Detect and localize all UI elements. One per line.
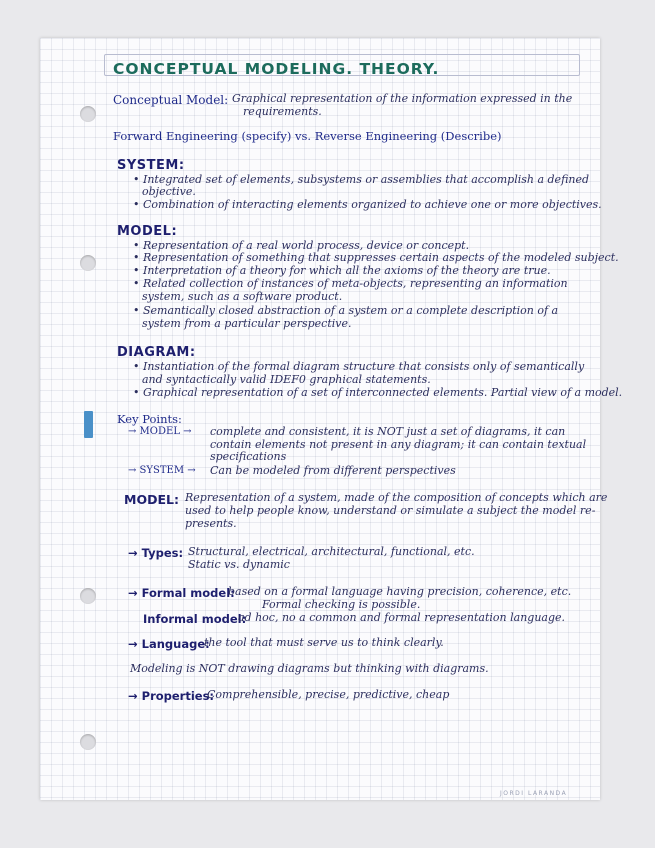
types-line: Static vs. dynamic: [188, 558, 290, 571]
model-def-label: MODEL:: [124, 492, 179, 507]
model-def-line: used to help people know, understand or simulate a subject the model re-: [185, 504, 596, 517]
page-title: CONCEPTUAL MODELING. THEORY.: [113, 60, 440, 78]
model-bullet: • Interpretation of a theory for which all the axioms of the theory are true.: [133, 264, 551, 277]
language-line: the tool that must serve us to think clearly.: [204, 636, 444, 649]
informal-model-label: Informal model:: [143, 612, 247, 626]
key-model-line: specifications: [210, 450, 287, 463]
language-label: → Language:: [128, 637, 210, 651]
formal-line: based on a formal language having precision, coherence, etc.: [228, 585, 572, 598]
forward-reverse-line: Forward Engineering (specify) vs. Reverse Engineering (Describe): [113, 129, 502, 143]
key-model-label: → MODEL →: [128, 426, 192, 437]
diagram-bullet: • Graphical representation of a set of interconnected elements. Partial view of a model.: [133, 386, 623, 399]
properties-line: Comprehensible, precise, predictive, cheap: [207, 688, 450, 701]
key-system-label: → SYSTEM →: [128, 465, 196, 476]
system-bullet: • Integrated set of elements, subsystems or assemblies that accomplish a defined: [133, 173, 590, 186]
informal-line: ad hoc, no a common and formal representation language.: [238, 611, 566, 624]
punch-hole: [80, 106, 96, 122]
key-model-line: contain elements not present in any diagram; it can contain textual: [210, 438, 587, 451]
types-label: → Types:: [128, 546, 184, 560]
diagram-bullet-cont: and syntactically valid IDEF0 graphical statements.: [142, 373, 431, 386]
model-bullet-cont: system from a particular perspective.: [142, 317, 352, 330]
diagram-heading: DIAGRAM:: [117, 345, 196, 360]
model-def-line: presents.: [185, 517, 237, 530]
formal-line: Formal checking is possible.: [262, 598, 421, 611]
diagram-bullet: • Instantiation of the formal diagram structure that consists only of semantically: [133, 360, 585, 373]
system-bullet-cont: objective.: [142, 185, 196, 198]
intro-line: requirements.: [243, 105, 322, 118]
key-model-line: complete and consistent, it is NOT just a set of diagrams, it can: [210, 425, 566, 438]
page-tab-marker: [84, 411, 93, 438]
model-bullet: • Representation of something that suppresses certain aspects of the modeled subject.: [133, 251, 619, 264]
system-bullet: • Combination of interacting elements organized to achieve one or more objectives.: [133, 198, 602, 211]
model-def-line: Representation of a system, made of the composition of concepts which are: [185, 491, 608, 504]
key-system-line: Can be modeled from different perspectives: [210, 464, 456, 477]
punch-hole: [80, 255, 96, 271]
model-bullet: • Semantically closed abstraction of a system or a complete description of a: [133, 304, 559, 317]
key-points-heading: Key Points:: [117, 412, 182, 426]
punch-hole: [80, 734, 96, 750]
properties-label: → Properties:: [128, 689, 215, 703]
model-heading: MODEL:: [117, 224, 178, 239]
model-bullet: • Representation of a real world process, device or concept.: [133, 239, 470, 252]
punch-hole: [80, 588, 96, 604]
intro-line: Graphical representation of the information expressed in the: [232, 92, 573, 105]
model-bullet-cont: system, such as a software product.: [142, 290, 343, 303]
modeling-statement: Modeling is NOT drawing diagrams but thinking with diagrams.: [130, 662, 489, 675]
types-line: Structural, electrical, architectural, functional, etc.: [188, 545, 475, 558]
formal-model-label: → Formal model:: [128, 586, 235, 600]
footer-brand: JORDI LARANDA: [500, 790, 568, 797]
model-bullet: • Related collection of instances of meta-objects, representing an information: [133, 277, 568, 290]
system-heading: SYSTEM:: [117, 158, 185, 173]
conceptual-model-label: Conceptual Model:: [113, 93, 229, 107]
